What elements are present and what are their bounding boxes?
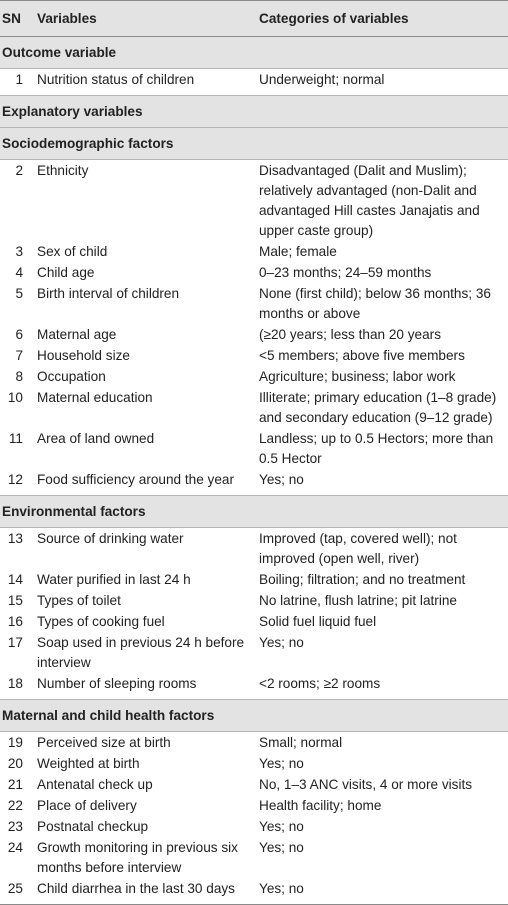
- row-variable: Postnatal checkup: [37, 819, 149, 834]
- row-variable: Child diarrhea in the last 30 days: [37, 881, 235, 896]
- table-row: [0, 69, 508, 90]
- row-variable: Household size: [37, 348, 130, 363]
- row-variable: Water purified in last 24 h: [37, 572, 191, 587]
- row-categories: Small; normal: [259, 735, 343, 750]
- row-categories: No latrine, flush latrine; pit latrine: [259, 593, 457, 608]
- row-variable: Food sufficiency around the year: [37, 472, 234, 487]
- table-row: [0, 878, 508, 899]
- row-sn: 16: [7, 614, 23, 629]
- section-environmental: Environmental factors: [0, 496, 508, 528]
- table-row: [0, 837, 508, 878]
- sociodemographic-rows: [0, 160, 508, 496]
- row-categories: None (first child); below 36 months; 36 months or above: [259, 286, 491, 321]
- row-sn: 12: [7, 472, 23, 487]
- row-variable: Area of land owned: [37, 431, 155, 446]
- row-variable: Perceived size at birth: [37, 735, 171, 750]
- row-categories: Landless; up to 0.5 Hectors; more than 0.5 Hector: [259, 431, 494, 466]
- row-sn: 24: [7, 840, 23, 855]
- row-variable: Place of delivery: [37, 798, 137, 813]
- table-row: [0, 387, 508, 428]
- row-categories: <2 rooms; ≥2 rooms: [259, 676, 381, 691]
- header-sn: SN: [2, 11, 21, 26]
- row-variable: Birth interval of children: [37, 286, 180, 301]
- row-categories: Illiterate; primary education (1–8 grade) and secondary education (9–12 grade): [259, 390, 497, 425]
- row-variable: Antenatal check up: [37, 777, 153, 792]
- row-sn: 17: [7, 635, 23, 650]
- row-categories: Yes; no: [259, 756, 304, 771]
- table-row: [0, 160, 508, 241]
- row-variable: Nutrition status of children: [37, 72, 195, 87]
- row-categories: Yes; no: [259, 635, 304, 650]
- row-sn: 22: [7, 798, 23, 813]
- row-categories: 0–23 months; 24–59 months: [259, 265, 432, 280]
- row-sn: 10: [7, 390, 23, 405]
- row-variable: Sex of child: [37, 244, 108, 259]
- outcome-rows: [0, 69, 508, 96]
- table-row: [0, 632, 508, 673]
- table-row: [0, 262, 508, 283]
- row-categories: Yes; no: [259, 819, 304, 834]
- row-categories: Yes; no: [259, 472, 304, 487]
- row-sn: 11: [8, 431, 23, 446]
- row-sn: 7: [15, 348, 23, 363]
- row-categories: (≥20 years; less than 20 years: [259, 327, 442, 342]
- row-variable: Child age: [37, 265, 95, 280]
- row-variable: Occupation: [37, 369, 106, 384]
- section-outcome: Outcome variable: [0, 37, 508, 69]
- row-categories: Improved (tap, covered well); not improved (open well, river): [259, 531, 457, 566]
- row-categories: Solid fuel liquid fuel: [259, 614, 377, 629]
- row-categories: Boiling; filtration; and no treatment: [259, 572, 466, 587]
- row-sn: 8: [15, 369, 23, 384]
- table-row: [0, 774, 508, 795]
- row-sn: 2: [15, 163, 23, 178]
- row-sn: 20: [7, 756, 23, 771]
- table-row: [0, 283, 508, 324]
- row-variable: Maternal age: [37, 327, 117, 342]
- row-categories: Health facility; home: [259, 798, 382, 813]
- row-categories: No, 1–3 ANC visits, 4 or more visits: [259, 777, 473, 792]
- row-sn: 14: [7, 572, 23, 587]
- row-variable: Maternal education: [37, 390, 153, 405]
- table-row: [0, 528, 508, 569]
- row-variable: Number of sleeping rooms: [37, 676, 197, 691]
- row-categories: Yes; no: [259, 881, 304, 896]
- header-variables: Variables: [37, 11, 97, 26]
- table-row: [0, 345, 508, 366]
- table-row: [0, 241, 508, 262]
- table-row: [0, 753, 508, 774]
- row-variable: Types of cooking fuel: [37, 614, 165, 629]
- row-sn: 5: [15, 286, 23, 301]
- row-sn: 21: [7, 777, 23, 792]
- section-explanatory: Explanatory variables: [0, 96, 508, 128]
- row-sn: 23: [7, 819, 23, 834]
- table-row: [0, 611, 508, 632]
- row-variable: Soap used in previous 24 h before interview: [37, 635, 245, 670]
- row-sn: 19: [7, 735, 23, 750]
- table-row: [0, 816, 508, 837]
- row-sn: 25: [7, 881, 23, 896]
- row-categories: Yes; no: [259, 840, 304, 855]
- row-categories: Male; female: [259, 244, 337, 259]
- row-sn: 1: [15, 72, 23, 87]
- row-variable: Ethnicity: [37, 163, 89, 178]
- row-categories: Agriculture; business; labor work: [259, 369, 456, 384]
- row-variable: Growth monitoring in previous six months before interview: [37, 840, 238, 875]
- row-sn: 13: [7, 531, 23, 546]
- maternal-rows: [0, 732, 508, 905]
- section-maternal: Maternal and child health factors: [0, 700, 508, 732]
- table-row: [0, 569, 508, 590]
- row-sn: 6: [15, 327, 23, 342]
- row-sn: 3: [15, 244, 23, 259]
- header-categories: Categories of variables: [259, 11, 409, 26]
- table-row: [0, 366, 508, 387]
- environmental-rows: [0, 528, 508, 700]
- row-sn: 15: [7, 593, 23, 608]
- row-sn: 4: [15, 265, 23, 280]
- row-categories: Disadvantaged (Dalit and Muslim); relatively advantaged (non-Dalit and advantaged Hill castes Janajatis and upper caste group): [259, 163, 480, 238]
- row-variable: Source of drinking water: [37, 531, 184, 546]
- table-row: [0, 428, 508, 469]
- row-variable: Weighted at birth: [37, 756, 140, 771]
- table-row: [0, 324, 508, 345]
- table-row: [0, 732, 508, 753]
- row-sn: 18: [7, 676, 23, 691]
- row-variable: Types of toilet: [37, 593, 121, 608]
- section-sociodemographic: Sociodemographic factors: [0, 128, 508, 160]
- table-row: [0, 673, 508, 694]
- table-row: [0, 590, 508, 611]
- row-categories: <5 members; above five members: [259, 348, 465, 363]
- table-row: [0, 795, 508, 816]
- row-categories: Underweight; normal: [259, 72, 385, 87]
- table-header: [0, 0, 508, 37]
- table-row: [0, 469, 508, 490]
